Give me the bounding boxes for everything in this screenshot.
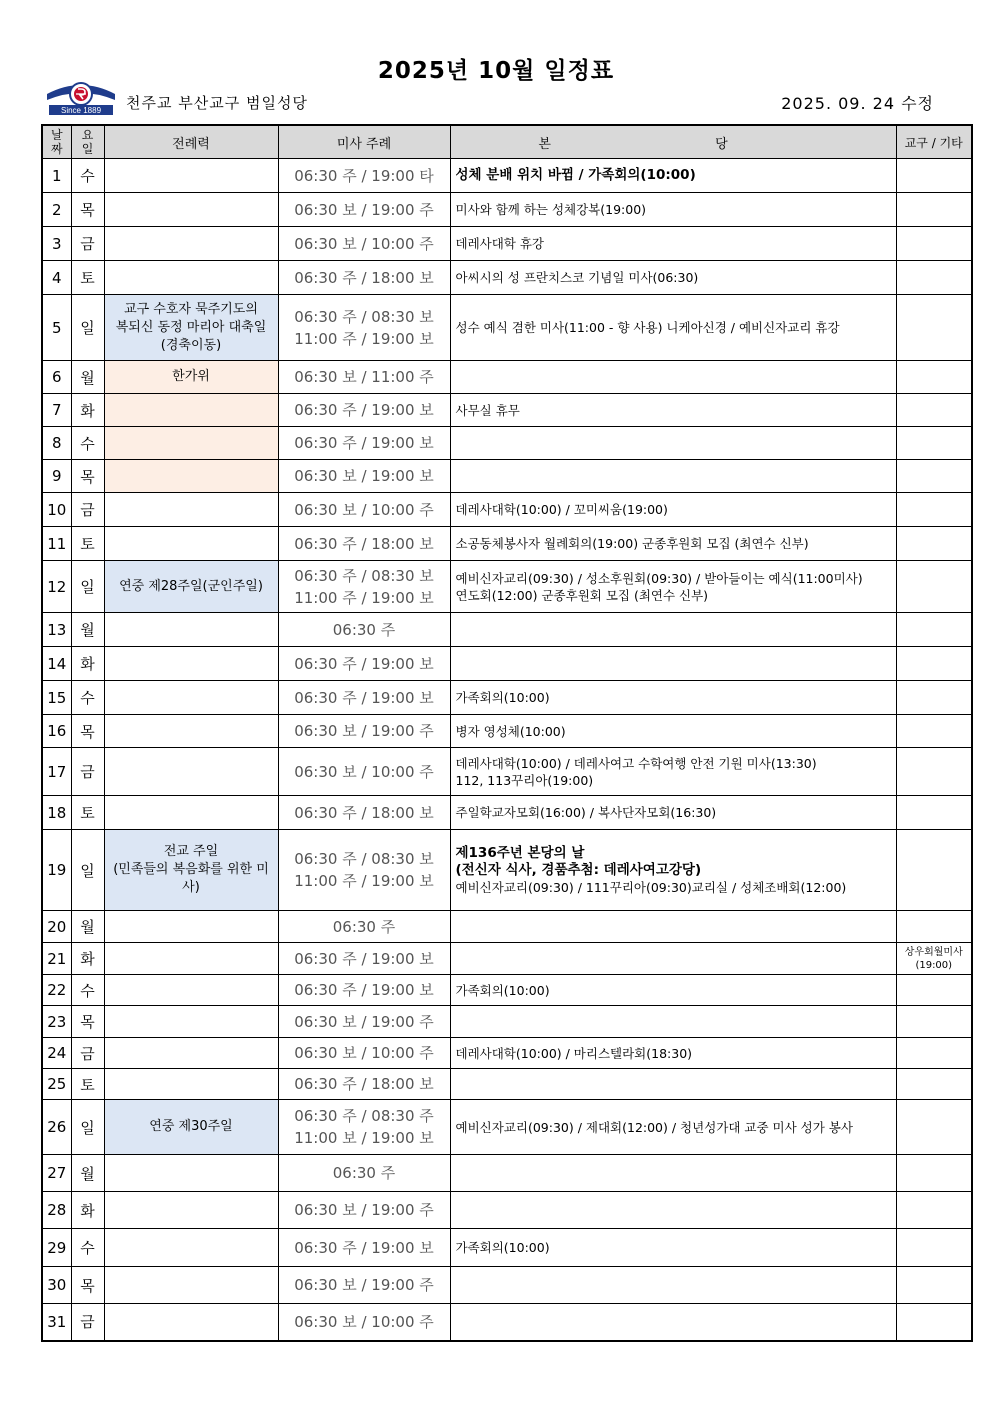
weekday-cell: 화 (71, 943, 104, 975)
mass-cell (278, 460, 450, 493)
mass-cell (278, 159, 450, 193)
mass-line: 06:30 보 / 19:00 주 (294, 1012, 434, 1031)
day-cell: 5 (42, 295, 71, 361)
mass-cell (278, 1304, 450, 1341)
table-row (42, 261, 972, 295)
weekday-cell: 금 (71, 1038, 104, 1069)
main-cell (450, 1304, 896, 1341)
day-cell: 12 (42, 561, 71, 613)
mass-line: 06:30 주 / 18:00 보 (294, 803, 434, 822)
weekday-cell: 목 (71, 193, 104, 227)
mass-line: 06:30 주 / 19:00 보 (294, 981, 434, 999)
other-cell (896, 227, 972, 261)
day-cell: 30 (42, 1267, 71, 1304)
table-row (42, 527, 972, 561)
day-cell: 25 (42, 1069, 71, 1100)
weekday-cell: 토 (71, 261, 104, 295)
weekday-cell: 토 (71, 527, 104, 561)
other-cell (896, 748, 972, 796)
mass-cell (278, 943, 450, 975)
table-row (42, 1229, 972, 1267)
main-cell (450, 394, 896, 427)
other-cell (896, 159, 972, 193)
liturgy-cell: 교구 수호자 묵주기도의 복되신 동정 마리아 대축일 (경축이동) (104, 295, 278, 361)
other-cell (896, 1304, 972, 1341)
main-cell (450, 830, 896, 911)
mass-cell (278, 193, 450, 227)
mass-cell (278, 1006, 450, 1038)
liturgy-cell: 연중 제30주일 (104, 1100, 278, 1155)
table-row (42, 715, 972, 748)
mass-cell (278, 975, 450, 1006)
day-cell: 28 (42, 1192, 71, 1229)
other-cell (896, 1267, 972, 1304)
day-cell: 23 (42, 1006, 71, 1038)
mass-cell (278, 1100, 450, 1155)
mass-cell (278, 261, 450, 295)
main-line: 성체 분배 위치 바뀜 / 가족회의(10:00) (455, 167, 696, 183)
header-mass: 미사 주례 (278, 125, 450, 159)
main-line: 아씨시의 성 프란치스코 기념일 미사(06:30) (455, 270, 699, 285)
mass-cell (278, 647, 450, 681)
mass-cell (278, 715, 450, 748)
mass-line: 06:30 주 / 19:00 보 (294, 688, 434, 707)
mass-line: 06:30 보 / 10:00 주 (294, 234, 434, 253)
liturgy-cell (104, 975, 278, 1006)
mass-line: 06:30 보 / 10:00 주 (294, 1044, 434, 1062)
mass-line: 06:30 보 / 19:00 주 (294, 1201, 434, 1219)
liturgy-cell (104, 394, 278, 427)
table-row (42, 647, 972, 681)
liturgy-cell (104, 159, 278, 193)
liturgy-cell (104, 460, 278, 493)
mass-line: 06:30 주 / 19:00 보 (294, 654, 434, 673)
day-cell: 20 (42, 911, 71, 943)
mass-line: 06:30 주 (332, 620, 396, 639)
other-cell (896, 394, 972, 427)
table-row (42, 460, 972, 493)
liturgy-cell (104, 1006, 278, 1038)
main-line: 가족회의(10:00) (455, 1240, 550, 1255)
mass-line: 06:30 주 / 18:00 보 (294, 1075, 434, 1093)
main-cell (450, 1006, 896, 1038)
other-cell (896, 1038, 972, 1069)
main-cell (450, 681, 896, 715)
table-row (42, 361, 972, 394)
mass-line: 06:30 보 / 10:00 주 (294, 1312, 434, 1331)
weekday-cell: 수 (71, 159, 104, 193)
weekday-cell: 목 (71, 460, 104, 493)
main-cell (450, 1155, 896, 1192)
day-cell: 27 (42, 1155, 71, 1192)
other-cell (896, 715, 972, 748)
weekday-cell: 화 (71, 394, 104, 427)
mass-cell (278, 427, 450, 460)
main-cell (450, 911, 896, 943)
liturgy-cell (104, 1304, 278, 1341)
day-cell: 6 (42, 361, 71, 394)
main-cell (450, 159, 896, 193)
liturgy-cell (104, 1069, 278, 1100)
main-cell (450, 493, 896, 527)
table-row (42, 1006, 972, 1038)
table-row (42, 975, 972, 1006)
weekday-cell: 월 (71, 1155, 104, 1192)
liturgy-cell (104, 943, 278, 975)
table-row (42, 1192, 972, 1229)
liturgy-cell (104, 1038, 278, 1069)
other-cell (896, 493, 972, 527)
day-cell: 13 (42, 613, 71, 647)
main-cell (450, 193, 896, 227)
weekday-cell: 일 (71, 561, 104, 613)
weekday-cell: 수 (71, 1229, 104, 1267)
day-cell: 2 (42, 193, 71, 227)
main-line: 소공동체봉사자 월례회의(19:00) 군종후원회 모집 (최연수 신부) (455, 536, 809, 551)
weekday-cell: 토 (71, 796, 104, 830)
mass-cell (278, 227, 450, 261)
other-cell (896, 295, 972, 361)
mass-cell (278, 1069, 450, 1100)
main-cell (450, 1100, 896, 1155)
table-row (42, 1100, 972, 1155)
mass-line: 06:30 주 / 08:30 보 (294, 566, 434, 585)
table-row (42, 1038, 972, 1069)
liturgy-cell (104, 715, 278, 748)
mass-line: 06:30 주 / 08:30 보 (294, 307, 434, 326)
table-row (42, 193, 972, 227)
day-cell: 16 (42, 715, 71, 748)
weekday-cell: 금 (71, 748, 104, 796)
mass-cell (278, 830, 450, 911)
table-row (42, 830, 972, 911)
mass-line: 06:30 주 / 19:00 보 (294, 401, 434, 419)
other-cell (896, 427, 972, 460)
main-cell (450, 975, 896, 1006)
day-cell: 14 (42, 647, 71, 681)
main-line: 예비신자교리(09:30) / 제대회(12:00) / 청년성가대 교중 미사 성가 봉사 (455, 1119, 853, 1135)
weekday-cell: 금 (71, 227, 104, 261)
mass-cell (278, 1038, 450, 1069)
mass-cell (278, 748, 450, 796)
weekday-cell: 수 (71, 975, 104, 1006)
day-cell: 9 (42, 460, 71, 493)
mass-line: 06:30 보 / 19:00 주 (294, 1276, 434, 1294)
weekday-cell: 화 (71, 1192, 104, 1229)
liturgy-cell (104, 527, 278, 561)
mass-cell (278, 361, 450, 394)
weekday-cell: 수 (71, 427, 104, 460)
mass-line: 06:30 보 / 10:00 주 (294, 762, 434, 781)
table-row (42, 394, 972, 427)
table-row (42, 295, 972, 361)
main-cell (450, 361, 896, 394)
parish-logo (45, 80, 117, 116)
other-cell (896, 647, 972, 681)
table-row (42, 1069, 972, 1100)
table-row (42, 159, 972, 193)
table-row (42, 748, 972, 796)
mass-line: 06:30 주 / 08:30 주 (294, 1107, 434, 1125)
day-cell: 31 (42, 1304, 71, 1341)
day-cell: 19 (42, 830, 71, 911)
other-cell (896, 681, 972, 715)
table-row (42, 561, 972, 613)
weekday-cell: 월 (71, 613, 104, 647)
table-row (42, 613, 972, 647)
weekday-cell: 화 (71, 647, 104, 681)
other-cell (896, 1229, 972, 1267)
mass-line: 06:30 주 / 19:00 보 (294, 1238, 434, 1257)
liturgy-cell (104, 647, 278, 681)
main-line: 데레사대학 휴강 (455, 236, 544, 251)
mass-line: 06:30 주 / 18:00 보 (294, 534, 434, 553)
main-cell (450, 1229, 896, 1267)
day-cell: 1 (42, 159, 71, 193)
liturgy-cell (104, 796, 278, 830)
other-cell (896, 460, 972, 493)
weekday-cell: 일 (71, 1100, 104, 1155)
liturgy-cell (104, 911, 278, 943)
mass-line: 06:30 보 / 19:00 주 (294, 200, 434, 219)
weekday-cell: 일 (71, 830, 104, 911)
mass-line: 06:30 주 / 08:30 보 (294, 850, 434, 868)
other-cell (896, 193, 972, 227)
mass-line: 06:30 보 / 11:00 주 (294, 368, 434, 386)
liturgy-cell: 전교 주일 (민족들의 복음화를 위한 미사) (104, 830, 278, 911)
main-cell (450, 427, 896, 460)
main-line: 가족회의(10:00) (455, 982, 550, 998)
main-line: 예비신자교리(09:30) / 성소후원회(09:30) / 받아들이는 예식(11:00미사) (455, 570, 863, 586)
weekday-cell: 목 (71, 1006, 104, 1038)
main-cell (450, 1192, 896, 1229)
day-cell: 29 (42, 1229, 71, 1267)
table-row (42, 493, 972, 527)
mass-line: 06:30 주 (332, 1164, 396, 1182)
table-row (42, 1155, 972, 1192)
weekday-cell: 토 (71, 1069, 104, 1100)
mass-cell (278, 394, 450, 427)
main-cell (450, 1267, 896, 1304)
header-weekday: 요 일 (71, 125, 104, 159)
mass-line: 06:30 주 / 19:00 보 (294, 949, 434, 968)
other-cell (896, 975, 972, 1006)
mass-cell (278, 527, 450, 561)
main-cell (450, 715, 896, 748)
main-cell (450, 748, 896, 796)
mass-cell (278, 561, 450, 613)
header-other: 교구 / 기타 (896, 125, 972, 159)
mass-cell (278, 1267, 450, 1304)
main-line: 사무실 휴무 (455, 402, 520, 418)
liturgy-cell (104, 1155, 278, 1192)
main-cell (450, 943, 896, 975)
mass-line: 06:30 주 / 19:00 보 (294, 434, 434, 452)
main-cell (450, 561, 896, 613)
main-line: 성수 예식 겸한 미사(11:00 - 향 사용) 니케아신경 / 예비신자교리 휴강 (455, 320, 840, 335)
header-day: 날 짜 (42, 125, 71, 159)
weekday-cell: 금 (71, 1304, 104, 1341)
other-cell (896, 796, 972, 830)
table-row (42, 1304, 972, 1341)
day-cell: 8 (42, 427, 71, 460)
table-header-row (42, 125, 972, 159)
table-row (42, 1267, 972, 1304)
table-row (42, 943, 972, 975)
mass-cell (278, 1192, 450, 1229)
day-cell: 4 (42, 261, 71, 295)
liturgy-cell (104, 193, 278, 227)
other-cell (896, 261, 972, 295)
other-cell (896, 1069, 972, 1100)
mass-line: 11:00 보 / 19:00 보 (294, 1129, 434, 1147)
liturgy-cell (104, 1229, 278, 1267)
liturgy-cell (104, 227, 278, 261)
main-cell (450, 261, 896, 295)
liturgy-cell (104, 427, 278, 460)
main-line: 데레사대학(10:00) / 꼬미씨움(19:00) (455, 502, 668, 517)
main-line: 병자 영성체(10:00) (455, 723, 566, 739)
day-cell: 22 (42, 975, 71, 1006)
other-cell: 상우회월미사 (19:00) (896, 943, 972, 975)
mass-line: 11:00 주 / 19:00 보 (294, 588, 434, 607)
other-cell (896, 1192, 972, 1229)
main-line: 미사와 함께 하는 성체강복(19:00) (455, 202, 647, 217)
other-cell (896, 911, 972, 943)
day-cell: 11 (42, 527, 71, 561)
main-cell (450, 1069, 896, 1100)
table-row (42, 227, 972, 261)
mass-line: 06:30 주 / 19:00 타 (294, 166, 434, 185)
liturgy-cell (104, 493, 278, 527)
main-line: 예비신자교리(09:30) / 111꾸리아(09:30)교리실 / 성체조배회(12:00) (455, 879, 847, 895)
liturgy-cell: 한가위 (104, 361, 278, 394)
mass-line: 06:30 보 / 19:00 주 (294, 722, 434, 740)
day-cell: 7 (42, 394, 71, 427)
day-cell: 18 (42, 796, 71, 830)
other-cell (896, 1155, 972, 1192)
other-cell (896, 830, 972, 911)
main-line: 주일학교자모회(16:00) / 복사단자모회(16:30) (455, 805, 717, 820)
main-cell (450, 613, 896, 647)
page-title: 2025년 10월 일정표 (377, 58, 615, 84)
liturgy-cell (104, 681, 278, 715)
liturgy-cell: 연중 제28주일(군인주일) (104, 561, 278, 613)
weekday-cell: 일 (71, 295, 104, 361)
mass-cell (278, 1229, 450, 1267)
main-line: 가족회의(10:00) (455, 690, 550, 705)
day-cell: 21 (42, 943, 71, 975)
mass-line: 06:30 주 (332, 917, 396, 936)
mass-cell (278, 613, 450, 647)
mass-line: 11:00 주 / 19:00 보 (294, 329, 434, 348)
liturgy-cell (104, 613, 278, 647)
table-row (42, 427, 972, 460)
liturgy-cell (104, 748, 278, 796)
weekday-cell: 수 (71, 681, 104, 715)
mass-line: 06:30 보 / 19:00 보 (294, 467, 434, 485)
main-line: 데레사대학(10:00) / 마리스텔라회(18:30) (455, 1045, 693, 1061)
liturgy-cell (104, 1267, 278, 1304)
liturgy-cell (104, 1192, 278, 1229)
other-cell (896, 561, 972, 613)
table-row (42, 681, 972, 715)
weekday-cell: 금 (71, 493, 104, 527)
table-row (42, 911, 972, 943)
day-cell: 17 (42, 748, 71, 796)
day-cell: 24 (42, 1038, 71, 1069)
header-main: 본 당 (450, 125, 896, 159)
day-cell: 15 (42, 681, 71, 715)
mass-cell (278, 1155, 450, 1192)
weekday-cell: 월 (71, 911, 104, 943)
main-cell (450, 460, 896, 493)
main-cell (450, 527, 896, 561)
main-line: 연도회(12:00) 군종후원회 모집 (최연수 신부) (455, 587, 709, 603)
table-row (42, 796, 972, 830)
main-cell (450, 295, 896, 361)
mass-line: 06:30 보 / 10:00 주 (294, 500, 434, 519)
mass-line: 11:00 주 / 19:00 보 (294, 872, 434, 890)
mass-line: 06:30 주 / 18:00 보 (294, 268, 434, 287)
parish-name: 천주교 부산교구 범일성당 (126, 94, 308, 112)
main-line: 112, 113꾸리아(19:00) (455, 772, 594, 788)
mass-cell (278, 911, 450, 943)
day-cell: 10 (42, 493, 71, 527)
other-cell (896, 527, 972, 561)
main-cell (450, 1038, 896, 1069)
header-liturgy: 전례력 (104, 125, 278, 159)
day-cell: 3 (42, 227, 71, 261)
other-cell (896, 1100, 972, 1155)
mass-cell (278, 796, 450, 830)
svg-text:Since 1889: Since 1889 (60, 106, 102, 115)
mass-cell (278, 493, 450, 527)
main-line: 데레사대학(10:00) / 데레사여고 수학여행 안전 기원 미사(13:30) (455, 755, 817, 771)
mass-cell (278, 681, 450, 715)
main-line: (전신자 식사, 경품추첨: 데레사여고강당) (455, 861, 702, 878)
main-cell (450, 796, 896, 830)
other-cell (896, 1006, 972, 1038)
main-cell (450, 647, 896, 681)
weekday-cell: 목 (71, 715, 104, 748)
liturgy-cell (104, 261, 278, 295)
weekday-cell: 월 (71, 361, 104, 394)
mass-cell (278, 295, 450, 361)
schedule-table (41, 124, 973, 1342)
revision-date: 2025. 09. 24 수정 (781, 94, 934, 113)
weekday-cell: 목 (71, 1267, 104, 1304)
main-cell (450, 227, 896, 261)
day-cell: 26 (42, 1100, 71, 1155)
other-cell (896, 361, 972, 394)
other-cell (896, 613, 972, 647)
main-line: 제136주년 본당의 날 (455, 844, 585, 861)
